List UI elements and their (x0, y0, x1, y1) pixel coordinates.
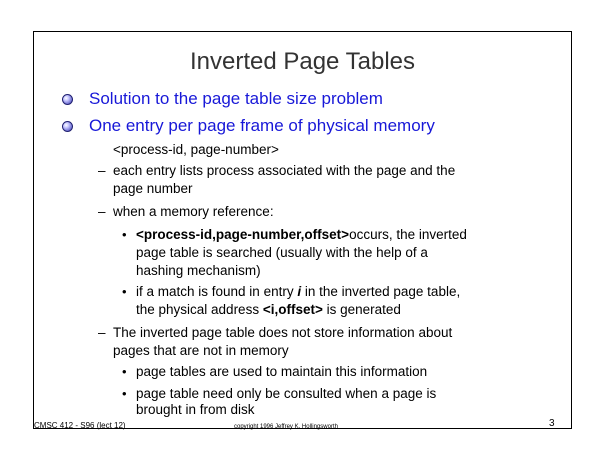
dash2-line1: when a memory reference: (113, 204, 274, 219)
sub1-line2: page table is searched (usually with the help of a (136, 245, 428, 260)
page-number: 3 (549, 418, 555, 429)
bullet-text: One entry per page frame of physical memory (89, 116, 435, 135)
sub2-line2b: <i,offset> (262, 302, 323, 317)
sub2-part2: in the inverted page table, (301, 284, 461, 299)
tuple-text: <process-id, page-number> (113, 142, 279, 157)
dash-marker: – (98, 163, 106, 178)
bullet-text: Solution to the page table size problem (89, 89, 383, 108)
sub2-line1 (136, 283, 460, 301)
sub-bullet-marker: • (122, 364, 127, 379)
sub2-i: i (297, 284, 302, 299)
dash-marker: – (98, 204, 106, 219)
sub2-line2c: is generated (322, 302, 401, 317)
sub1-line3: hashing mechanism) (136, 263, 261, 278)
sub-bullet-marker: • (122, 386, 127, 401)
bullet-dot-icon (62, 121, 73, 132)
sub4-line2: brought in from disk (136, 402, 255, 417)
sub3-line1: page tables are used to maintain this information (136, 364, 428, 379)
sub2-line2a: the physical address (136, 302, 263, 317)
dash1-line1: each entry lists process associated with the page and the (113, 163, 456, 178)
sub2-line2 (136, 301, 401, 319)
footer-course: CMSC 412 - S96 (lect 12) (34, 421, 126, 430)
slide-title: Inverted Page Tables (189, 48, 416, 75)
sub4-line1: page table need only be consulted when a page is (136, 386, 437, 401)
dash1-line2: page number (113, 181, 193, 196)
sub1-rest: occurs, the inverted (349, 227, 467, 242)
sub2-part1: if a match is found in entry (136, 284, 298, 299)
sub1-bold: <process-id,page-number,offset> (136, 227, 350, 242)
dash3-line2: pages that are not in memory (113, 343, 289, 358)
footer-copyright: copyright 1996 Jeffrey K. Hollingsworth (234, 424, 338, 430)
bullet-dot-icon (62, 94, 73, 105)
sub-bullet-marker: • (122, 284, 127, 299)
dash-marker: – (98, 325, 106, 340)
sub1-line1 (136, 226, 467, 244)
sub-bullet-marker: • (122, 227, 127, 242)
dash3-line1: The inverted page table does not store information about (113, 325, 453, 340)
